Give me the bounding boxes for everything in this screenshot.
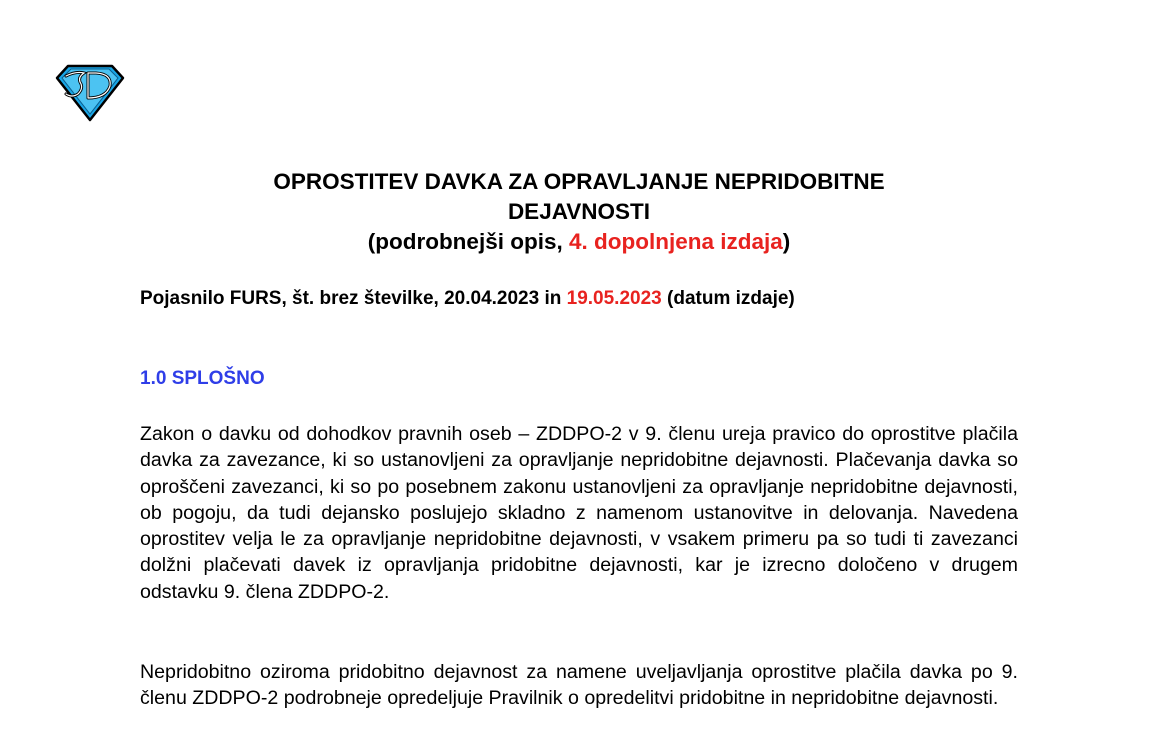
document-title <box>140 167 1018 257</box>
document-reference <box>140 286 795 312</box>
diamond-logo-icon <box>54 64 126 122</box>
body-paragraph-1: Zakon o davku od dohodkov pravnih oseb – ZDDPO-2 v 9. členu ureja pravico do oprostitve plačila davka za zavezance, ki so ustanovljeni za opravljanje nepridobitne dejavnosti. Plačevanja davka so oproščeni zavezanci, ki so po posebnem zakonu ustanovljeni za opravljanje nepridobitne dejavnosti, ob pogoju, da tudi dejansko poslujejo skladno z namenom ustanovitve in delovanja. Navedena oprostitev velja le za opravljanje nepridobitne dejavnosti, v vsakem primeru pa so tudi ti zavezanci dolžni plačevati davek iz opravljanja pridobitne dejavnosti, kar je izrecno določeno v drugem odstavku 9. člena ZDDPO-2. <box>140 423 1018 603</box>
edition-highlight: 4. dopolnjena izdaja <box>568 229 783 254</box>
issue-date-highlight: 19.05.2023 <box>566 288 662 309</box>
title-line-3-prefix: (podrobnejši opis, <box>367 229 569 254</box>
reference-prefix: Pojasnilo FURS, št. brez številke, 20.04.2023 in <box>140 288 567 309</box>
body-paragraph-2: Nepridobitno oziroma pridobitno dejavnost za namene uveljavljanja oprostitve plačila davka po 9. členu ZDDPO-2 podrobneje opredeljuje Pravilnik o opredelitvi pridobitne in nepridobitne dejavnosti. <box>140 661 1018 710</box>
title-line-3-suffix: ) <box>782 229 791 254</box>
reference-suffix: (datum izdaje) <box>661 288 795 309</box>
title-line-1: OPROSTITEV DAVKA ZA OPRAVLJANJE NEPRIDOBITNE <box>273 169 885 194</box>
title-line-2: DEJAVNOSTI <box>507 199 651 224</box>
section-heading: 1.0 SPLOŠNO <box>140 368 265 389</box>
company-logo <box>54 64 126 122</box>
title-line-3 <box>140 227 1018 257</box>
